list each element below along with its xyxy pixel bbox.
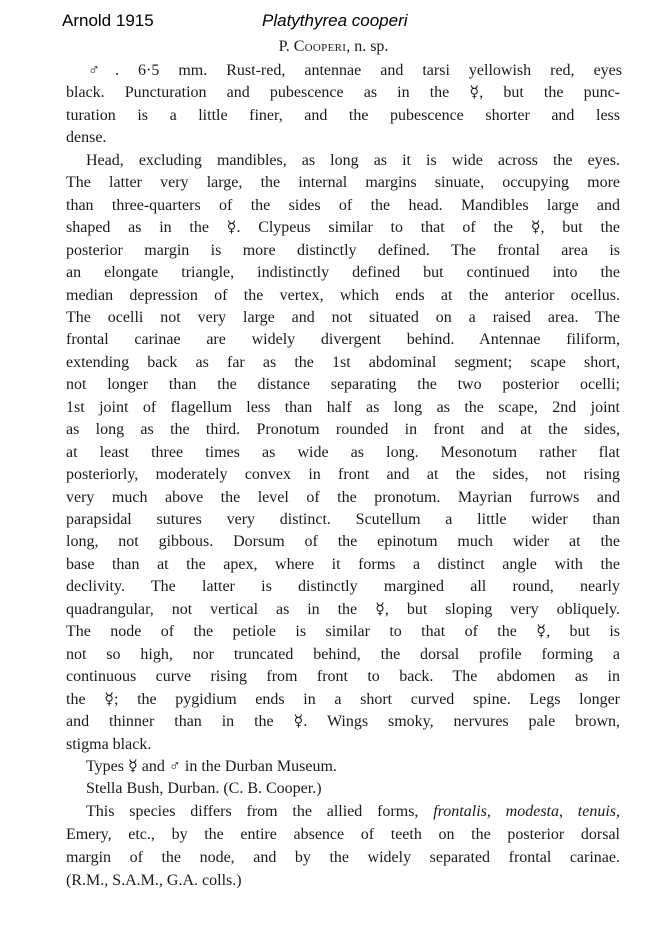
text-line: very much above the level of the pronotum. Mayrian furrows and (66, 488, 620, 506)
text-line: ♂. 6·5 mm. Rust-red, antennae and tarsi yellowish red, eyes (88, 62, 622, 79)
text-line: The ocelli not very large and not situated on a raised area. The (66, 308, 620, 326)
text-line: declivity. The latter is distinctly margined all round, nearly (66, 578, 620, 596)
genus-abbrev: P. (278, 38, 290, 55)
text-line: long, not gibbous. Dorsum of the epinotum much wider at the (66, 533, 620, 551)
text-line: The latter very large, the internal margins sinuate, occupying more (66, 174, 620, 192)
text-line: continuous curve rising from front to back. The abdomen as in (66, 668, 620, 686)
text-line: Types ☿ and ♂ in the Durban Museum. (86, 757, 337, 775)
text-line: extending back as far as the 1st abdominal segment; scape short, (66, 353, 620, 371)
text-line: dense. (66, 129, 107, 147)
text-line: base than at the apex, where it forms a distinct angle with the (66, 555, 620, 573)
text-line: not so high, nor truncated behind, the dorsal profile forming a (66, 645, 620, 663)
text-line: than three-quarters of the sides of the head. Mandibles large and (66, 196, 620, 214)
text-line: posterior margin is more distinctly defined. The frontal area is (66, 241, 620, 259)
text-line: the ☿; the pygidium ends in a short curved spine. Legs longer (66, 690, 620, 708)
species-header: Platythyrea cooperi (262, 11, 408, 30)
text-line: stigma black. (66, 735, 152, 753)
closing-line: Emery, etc., by the entire absence of teeth on the posterior dorsal (66, 826, 620, 843)
text-line: posteriorly, moderately convex in front and at the sides, not rising (66, 466, 620, 484)
text-line: 1st joint of flagellum less than half as long as the scape, 2nd joint (66, 398, 620, 416)
text-line: parapsidal sutures very distinct. Scutellum a little wider than (66, 511, 620, 528)
text-line: frontal carinae are widely divergent behind. Antennae filiform, (66, 331, 620, 349)
text-line: as long as the third. Pronotum rounded in front and at the sides, (66, 421, 620, 439)
title-suffix: , n. sp. (346, 38, 389, 55)
text-line: an elongate triangle, indistinctly defined but continued into the (66, 264, 620, 282)
text-line: quadrangular, not vertical as in the ☿, but sloping very obliquely. (66, 600, 620, 618)
text-line: not longer than the distance separating the two posterior ocelli; (66, 376, 620, 394)
closing-text: This species differs from the allied forms, (86, 803, 434, 820)
text-line: and thinner than in the ☿. Wings smoky, nervures pale brown, (66, 713, 620, 731)
closing-line: (R.M., S.A.M., G.A. colls.) (66, 872, 242, 889)
text-line: The node of the petiole is similar to that of the ☿, but is (66, 623, 620, 641)
closing-line: margin of the node, and by the widely separated frontal carinae. (66, 849, 620, 866)
closing-italic-species: frontalis, modesta, tenuis, (433, 803, 620, 820)
citation-header: Arnold 1915 (62, 11, 154, 30)
text-line: median depression of the vertex, which ends at the anterior ocellus. (66, 286, 620, 304)
text-line: turation is a little finer, and the pubescence shorter and less (66, 106, 620, 124)
species-title (0, 38, 667, 56)
text-line: shaped as in the ☿. Clypeus similar to that of the ☿, but the (66, 219, 620, 237)
text-line: black. Puncturation and pubescence as in the ☿, but the punc- (66, 84, 620, 102)
closing-line (86, 801, 620, 823)
species-name: Cooperi (293, 38, 347, 55)
text-line: at least three times as wide as long. Mesonotum rather flat (66, 443, 620, 461)
text-line: Stella Bush, Durban. (C. B. Cooper.) (86, 780, 322, 798)
text-line: Head, excluding mandibles, as long as it is wide across the eyes. (86, 151, 620, 169)
